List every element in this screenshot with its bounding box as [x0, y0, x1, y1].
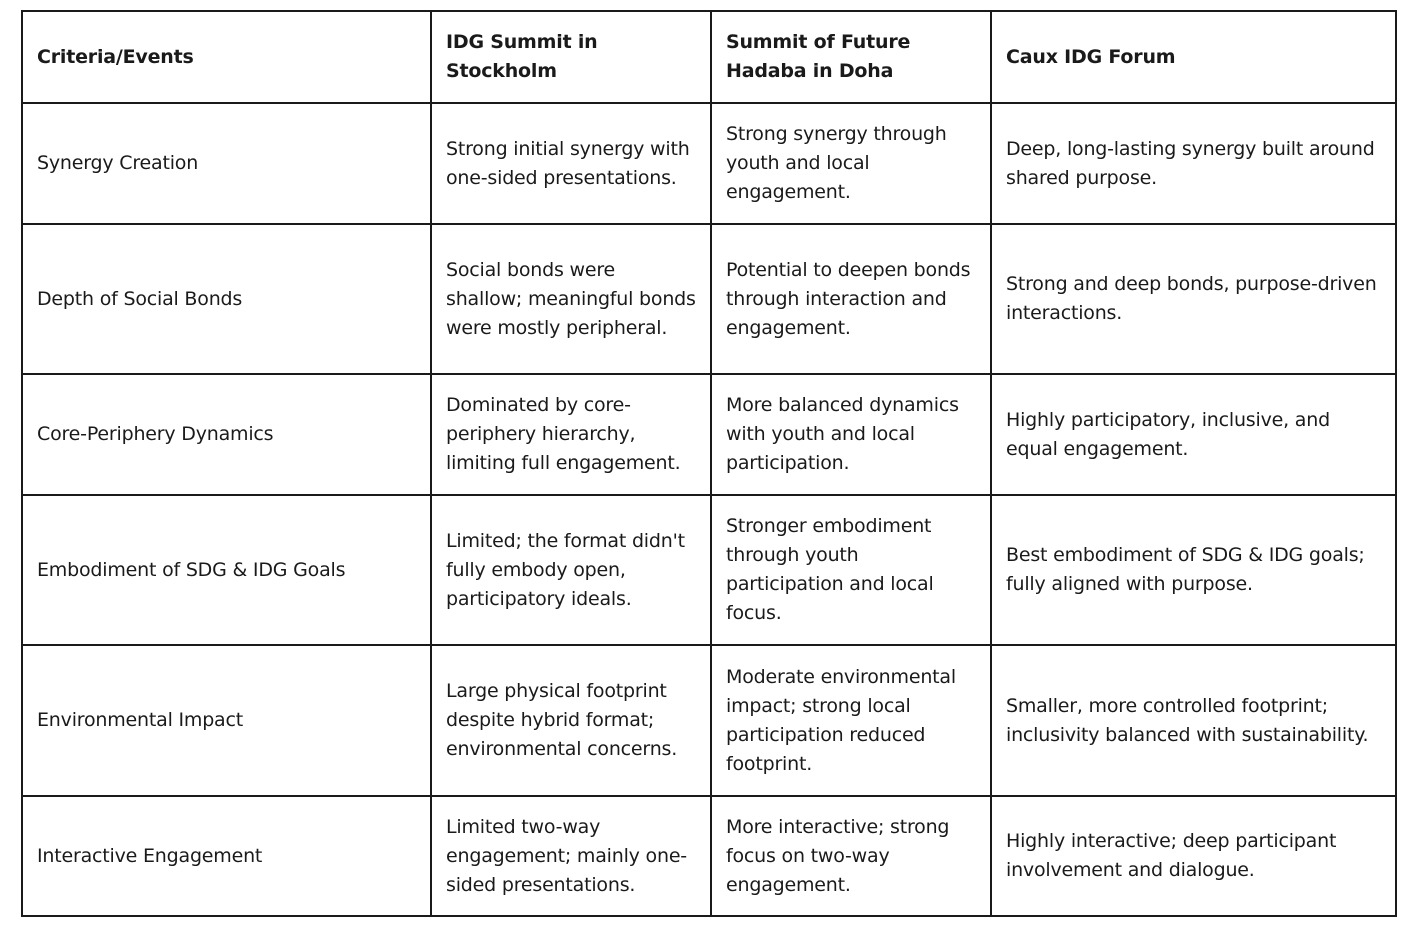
header-caux: Caux IDG Forum [991, 11, 1396, 103]
header-doha: Summit of Future Hadaba in Doha [711, 11, 991, 103]
header-stockholm: IDG Summit in Stockholm [431, 11, 711, 103]
comparison-table [21, 10, 1397, 917]
table-cell: Deep, long-lasting synergy built around shared purpose. [991, 103, 1396, 224]
table-cell: Limited two-way engagement; mainly one-sided presentations. [431, 796, 711, 916]
table-header-row [22, 11, 1396, 103]
table-cell: Social bonds were shallow; meaningful bonds were mostly peripheral. [431, 224, 711, 374]
table-cell: Stronger embodiment through youth participation and local focus. [711, 495, 991, 645]
table-cell: More balanced dynamics with youth and local participation. [711, 374, 991, 495]
table-row [22, 224, 1396, 374]
table-cell: More interactive; strong focus on two-way engagement. [711, 796, 991, 916]
table-cell: Dominated by core-periphery hierarchy, limiting full engagement. [431, 374, 711, 495]
table-row [22, 374, 1396, 495]
table-cell: Highly interactive; deep participant involvement and dialogue. [991, 796, 1396, 916]
table-cell: Best embodiment of SDG & IDG goals; fully aligned with purpose. [991, 495, 1396, 645]
criteria-cell: Interactive Engagement [22, 796, 431, 916]
criteria-cell: Depth of Social Bonds [22, 224, 431, 374]
table-row [22, 103, 1396, 224]
criteria-cell: Environmental Impact [22, 645, 431, 796]
table-cell: Strong synergy through youth and local engagement. [711, 103, 991, 224]
table-row [22, 796, 1396, 916]
table-cell: Highly participatory, inclusive, and equal engagement. [991, 374, 1396, 495]
table-cell: Limited; the format didn't fully embody open, participatory ideals. [431, 495, 711, 645]
table-cell: Strong and deep bonds, purpose-driven interactions. [991, 224, 1396, 374]
header-criteria: Criteria/Events [22, 11, 431, 103]
table-cell: Large physical footprint despite hybrid format; environmental concerns. [431, 645, 711, 796]
criteria-cell: Embodiment of SDG & IDG Goals [22, 495, 431, 645]
table-cell: Potential to deepen bonds through interaction and engagement. [711, 224, 991, 374]
table-cell: Moderate environmental impact; strong local participation reduced footprint. [711, 645, 991, 796]
criteria-cell: Core-Periphery Dynamics [22, 374, 431, 495]
table-cell: Smaller, more controlled footprint; inclusivity balanced with sustainability. [991, 645, 1396, 796]
criteria-cell: Synergy Creation [22, 103, 431, 224]
table-cell: Strong initial synergy with one-sided presentations. [431, 103, 711, 224]
table-row [22, 645, 1396, 796]
table-row [22, 495, 1396, 645]
